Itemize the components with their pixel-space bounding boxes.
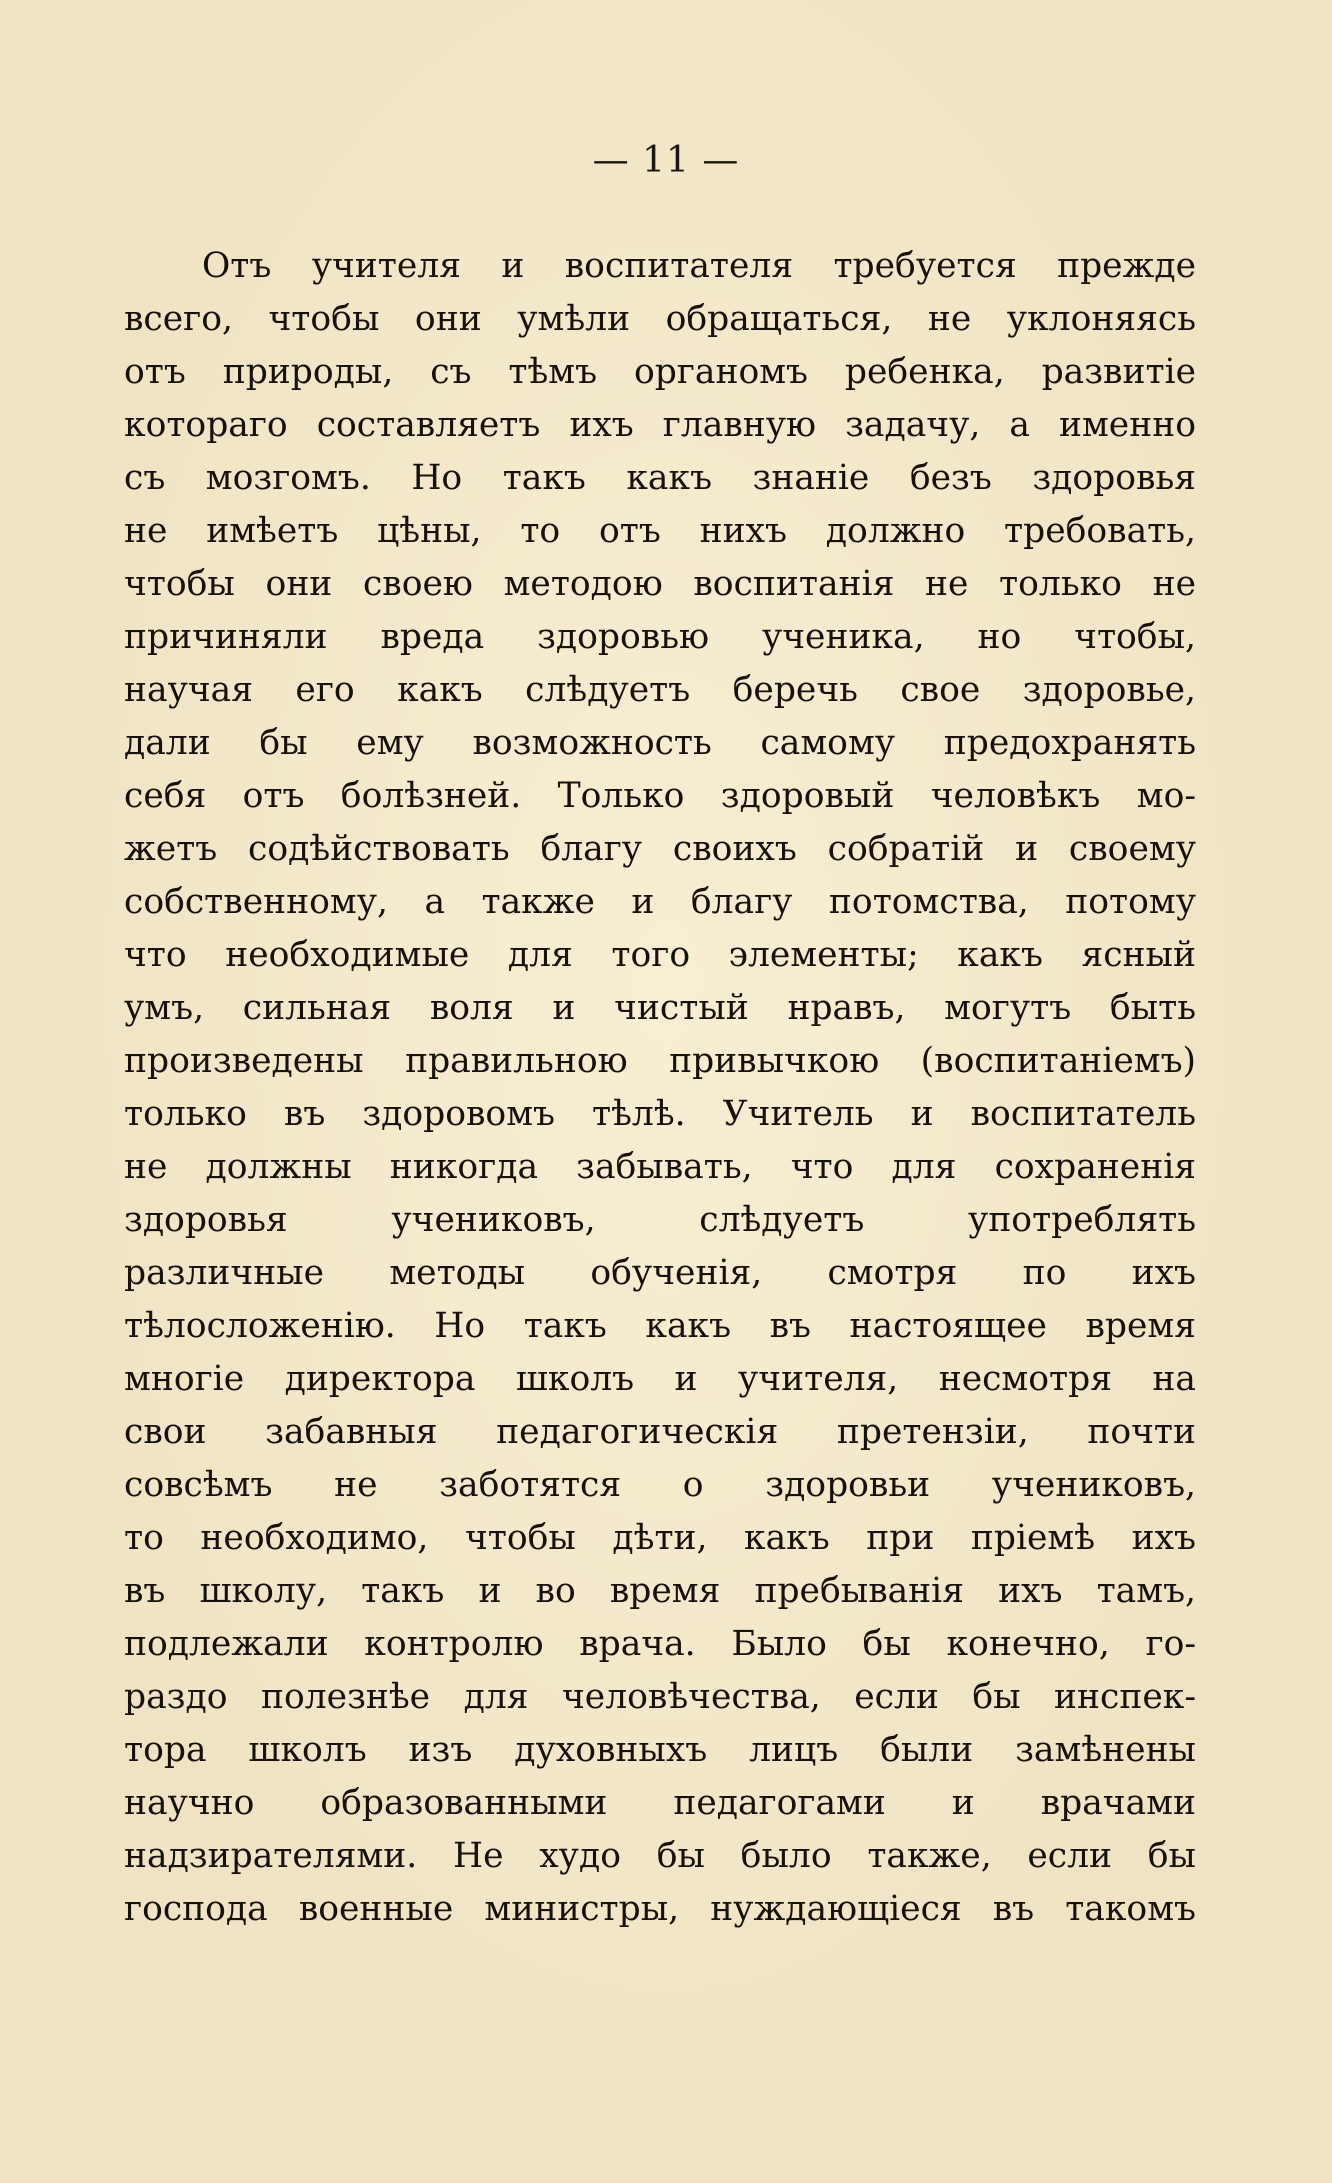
text-line: научая его какъ слѣдуетъ беречь свое здоровье, — [124, 670, 1196, 710]
text-line: причиняли вреда здоровью ученика, но чтобы, — [124, 617, 1196, 657]
text-line: надзирателями. Не худо бы было также, если бы — [124, 1836, 1196, 1876]
text-line: научно образованными педагогами и врачами — [124, 1783, 1196, 1823]
text-line: чтобы они своею методою воспитанія не только не — [124, 564, 1196, 604]
text-line: раздо полезнѣе для человѣчества, если бы инспек- — [124, 1677, 1196, 1717]
text-line: подлежали контролю врача. Было бы конечно, го- — [124, 1624, 1196, 1664]
text-line: Отъ учителя и воспитателя требуется прежде — [202, 246, 1196, 286]
text-line: свои забавныя педагогическія претензіи, почти — [124, 1412, 1196, 1452]
text-line: всего, чтобы они умѣли обращаться, не уклоняясь — [124, 299, 1196, 339]
body-text — [124, 240, 1196, 1936]
text-line: съ мозгомъ. Но такъ какъ знаніе безъ здоровья — [124, 458, 1196, 498]
text-line: не имѣетъ цѣны, то отъ нихъ должно требовать, — [124, 511, 1196, 551]
text-line: въ школу, такъ и во время пребыванія ихъ тамъ, — [124, 1571, 1196, 1611]
text-line: собственному, а также и благу потомства, потому — [124, 882, 1196, 922]
text-line: то необходимо, чтобы дѣти, какъ при пріемѣ ихъ — [124, 1518, 1196, 1558]
text-line: господа военные министры, нуждающіеся въ такомъ — [124, 1889, 1196, 1929]
text-line: тѣлосложенію. Но такъ какъ въ настоящее время — [124, 1306, 1196, 1346]
text-line: жетъ содѣйствовать благу своихъ собратій и своему — [124, 829, 1196, 869]
text-line: различные методы обученія, смотря по ихъ — [124, 1253, 1196, 1293]
text-line: дали бы ему возможность самому предохранять — [124, 723, 1196, 763]
text-line: отъ природы, съ тѣмъ органомъ ребенка, развитіе — [124, 352, 1196, 392]
text-line: только въ здоровомъ тѣлѣ. Учитель и воспитатель — [124, 1094, 1196, 1134]
text-line: произведены правильною привычкою (воспитаніемъ) — [124, 1041, 1196, 1081]
text-line: котораго составляетъ ихъ главную задачу, а именно — [124, 405, 1196, 445]
text-line: тора школъ изъ духовныхъ лицъ были замѣнены — [124, 1730, 1196, 1770]
text-line: не должны никогда забывать, что для сохраненія — [124, 1147, 1196, 1187]
text-line: умъ, сильная воля и чистый нравъ, могутъ быть — [124, 988, 1196, 1028]
text-line: совсѣмъ не заботятся о здоровьи учениковъ, — [124, 1465, 1196, 1505]
text-line: здоровья учениковъ, слѣдуетъ употреблять — [124, 1200, 1196, 1240]
text-line: многіе директора школъ и учителя, несмотря на — [124, 1359, 1196, 1399]
text-line: себя отъ болѣзней. Только здоровый человѣкъ мо- — [124, 776, 1196, 816]
text-line: что необходимые для того элементы; какъ ясный — [124, 935, 1196, 975]
page-number: — 11 — — [592, 140, 740, 181]
